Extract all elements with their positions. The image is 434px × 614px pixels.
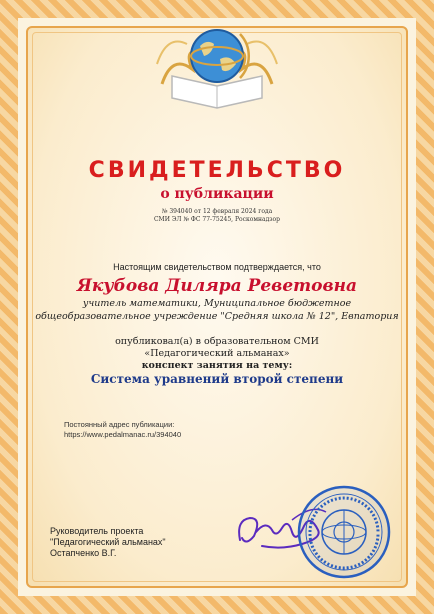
confirmation-text: Настоящим свидетельством подтверждается, что xyxy=(113,262,321,272)
recipient-position-line2: общеобразовательное учреждение "Средняя школа № 12", Евпатория xyxy=(35,311,399,322)
material-type: конспект занятия на тему: xyxy=(141,360,293,371)
certificate-subtitle: о публикации xyxy=(160,186,274,202)
registry-number: СМИ ЭЛ № ФС 77-75245, Роскомнадзор xyxy=(153,216,281,223)
recipient-name: Якубова Диляра Реветовна xyxy=(76,276,358,296)
published-in-line1: опубликовал(а) в образовательном СМИ xyxy=(115,336,319,347)
signer-name: Остапченко В.Г. xyxy=(50,548,117,558)
published-in-line2: «Педагогический альманах» xyxy=(144,348,290,359)
certificate-title: СВИДЕТЕЛЬСТВО xyxy=(88,158,346,183)
signer-title: Руководитель проекта xyxy=(50,526,144,536)
official-stamp-icon xyxy=(296,484,392,580)
globe-book-emblem-icon xyxy=(152,14,282,114)
publication-url[interactable]: https://www.pedalmanac.ru/394040 xyxy=(64,430,182,439)
recipient-position-line1: учитель математики, Муниципальное бюджетное xyxy=(82,298,352,309)
signer-project: "Педагогический альманах" xyxy=(50,537,166,547)
publication-topic: Система уравнений второй степени xyxy=(90,372,344,386)
address-label: Постоянный адрес публикации: xyxy=(64,420,175,429)
certificate-number: № 394040 от 12 февраля 2024 года xyxy=(161,208,273,215)
